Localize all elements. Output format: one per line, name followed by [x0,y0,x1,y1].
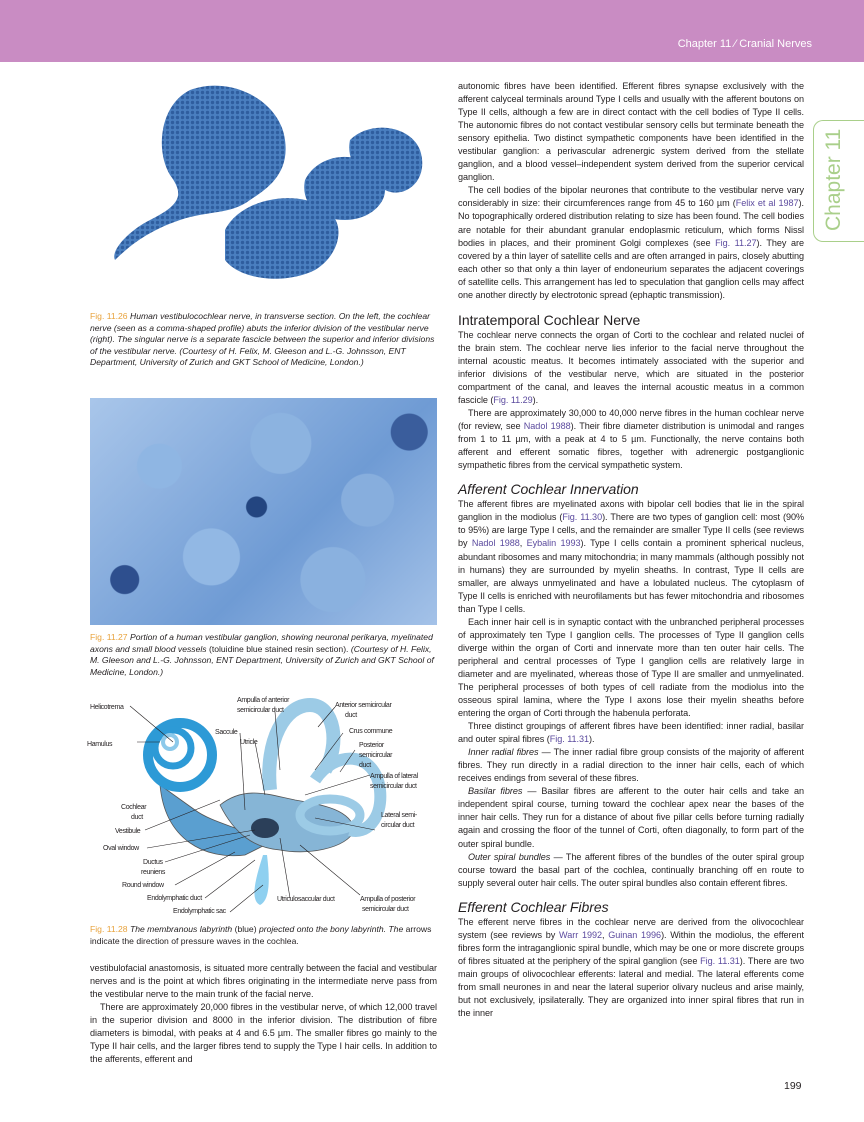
label-posterior-2: semicircular [359,752,393,759]
label-ampulla-lateral: Ampulla of lateral [370,773,418,780]
reference-link[interactable]: Fig. 11.27 [715,237,757,248]
text-run: vestibulofacial anastomosis, is situated more centrally between the facial and vestibular nerves and is the point at which fibres originating in the intermediate nerve pass from the vestibular nerve to the main trunk of the facial nerve. [90,963,437,1000]
figure-label: Fig. 11.28 [90,924,128,934]
right-column-text [458,80,804,1020]
paragraph [458,720,804,746]
text-run: ). They are covered by a thin layer of satellite cells and are often arranged in pairs, closely abutting each other so that only a thin layer of endoneurium separates the adjacent coverings of satellite cells. This arrangement has led to speculation that ganglion cells may affect one another directly by electrotonic spread (ephaptic transmission). [458,237,804,300]
running-header [0,0,864,62]
label-hamulus: Hamulus [87,741,113,748]
text-run: Each inner hair cell is in synaptic contact with the unbranched peripheral processes of approximately ten Type I ganglion cells. The processes of Type II ganglion cells diverge within the organ of Corti and innervate more than ten outer hair cells. The peripheral and central processes of Type I ganglion cells are relatively large in diameter and are myelinated, whereas those of Type II are smaller and unmyelinated. The peripheral processes of both types of cell radiate from the modiolus into the osseous spiral lamina, where the Type I axons lose their myelin sheaths before entering the organ of Corti through the habenula perforata. [458,616,804,719]
label-ampulla-anterior: Ampulla of anterior [237,697,290,704]
figure-label: Fig. 11.26 [90,311,128,321]
paragraph [458,184,804,301]
paragraph [458,407,804,472]
text-run: The afferent fibres are myelinated axons with bipolar cell bodies that lie in the spiral ganglion in the modiolus ( [458,499,804,523]
label-oval-window: Oval window [103,845,139,852]
label-ampulla-anterior-2: semicircular duct [237,707,284,714]
text-run: ). There are two types of ganglion cell: most (90% to 95%) are large Type I cells, and the remainder are smaller Type II cells (see reviews by [458,512,804,549]
section-heading-intratemporal: Intratemporal Cochlear Nerve [458,311,641,328]
figure-11-28-caption [90,924,437,947]
label-crus-commune: Crus commune [349,728,393,735]
paragraph [458,329,804,407]
text-run: (Courtesy of H. Felix, M. Gleeson and L.-G. Johnsson, ENT Department, University of Zurich and GKT School of Medicine, London.) [90,643,434,677]
label-anterior-duct-2: duct [345,712,357,719]
text-run: ). [589,734,595,745]
text-run: There are approximately 30,000 to 40,000 nerve fibres in the human cochlear nerve (for review, see [458,408,804,432]
label-posterior: Posterior [359,742,384,749]
paragraph [90,962,437,1001]
chapter-tab-label: Chapter 11 [822,128,845,231]
label-cochlear-duct-2: duct [131,814,143,821]
reference-link[interactable]: Eybalin 1993 [526,538,581,549]
label-posterior-3: duct [359,762,371,769]
label-ductus-2: reuniens [141,869,166,876]
text-run: Portion of a human vestibular ganglion, showing neuronal perikarya, myelinated axons and small blood vessels [90,632,433,654]
reference-link[interactable]: Warr 1992 [559,929,602,940]
text-run: ). There are two main groups of olivocochlear efferents: lateral and medial. The lateral efferents come from small neurones in and near the lateral superior olivary nucleus and arise mainly, but not exclusively, ipsilaterally. They are organized into inner spiral fibres that run in the inner [458,955,804,1019]
figure-11-27-caption [90,632,437,678]
text-run: Human vestibulocochlear nerve, in transverse section. On the left, the cochlear nerve (seen as a comma-shaped profile) abuts the inferior division of the vestibular nerve (right). The singular nerve is a separate fascicle between the superior and inferior divisions of the vestibular nerve. [90,311,435,356]
reference-link[interactable]: Fig. 11.31 [549,734,590,745]
reference-link[interactable]: Guinan 1996 [608,929,662,940]
text-run: (Courtesy of H. Felix, M. Gleeson and L.-G. Johnsson, ENT Department, University of Zurich and GKT School of Medicine, London.) [90,345,406,368]
label-cochlear-duct: Cochlear [121,804,147,811]
reference-link[interactable]: Fig. 11.29 [493,395,533,406]
label-saccule: Saccule [215,729,238,736]
paragraph [458,616,804,720]
text-run: projected onto the bony labyrinth. The [256,924,406,934]
figure-11-28-diagram [85,690,445,920]
text-run: There are approximately 20,000 fibres in the vestibular nerve, of which 12,000 travel in the superior division and 8000 in the inferior division. The distribution of fibre diameters is bimodal, with peaks at 4 and 6.5 µm. The smaller fibres go mainly to the Type II hair cells, and the larger fibres tend to supply the Type I hair cells. In addition to the afferents, efferent and [90,1002,437,1065]
text-run: The efferent nerve fibres in the cochlear nerve are derived from the olivocochlear system (see reviews by [458,916,804,940]
chapter-thumb-tab [813,120,864,242]
label-utriculosaccular-duct: Utriculosaccular duct [277,896,335,903]
paragraph [90,1001,437,1066]
text-run: — Basilar fibres are afferent to the outer hair cells and take an independent spiral course, turning toward the cochlear apex near the bases of the inner hair cells. They run for a distance of about five pillar cells before turning radially again and crossing the floor of the tunnel of Corti, often diagonally, to form part of the outer spiral bundle. [458,786,804,849]
text-run: ). [532,395,539,406]
paragraph [458,746,804,785]
text-run: ). Type I cells contain a prominent spherical nucleus, abundant ribosomes and many mitochondria; in many mammals (although possibly not in humans) they are surrounded by myelin sheaths. In contrast, Type II cells are smaller, are always unmyelinated and have a lobulated nucleus. The cytoplasm of Type II cells is enriched with neurofilaments but has fewer mitochondria and ribosomes than Type I cells. [458,538,805,614]
figure-11-26-image [90,80,437,305]
text-run: Three distinct groupings of afferent fibres have been identified: inner radial, basilar and outer spiral fibres ( [458,721,804,745]
text-run: The cell bodies of the bipolar neurones that contribute to the vestibular nerve vary considerably in size: their circumferences range from 45 to 160 µm ( [458,185,804,209]
run-in-heading: Basilar fibres [468,786,523,797]
label-ampulla-posterior-2: semicircular duct [362,906,409,913]
caption-text [90,924,431,946]
label-ampulla-lateral-2: semicircular duct [370,783,417,790]
paragraph [458,785,804,850]
reference-link[interactable]: Nadol 1988 [523,421,571,432]
section-heading-afferent: Afferent Cochlear Innervation [458,481,639,498]
label-endolymphatic-duct: Endolymphatic duct [147,895,202,902]
reference-link[interactable]: Fig. 11.31 [700,955,740,966]
figure-label: Fig. 11.27 [90,632,128,642]
paragraph [458,498,804,615]
label-ductus: Ductus [143,859,163,866]
caption-text [90,632,434,677]
label-ampulla-posterior: Ampulla of posterior [360,896,416,903]
text-run: (toluidine blue stained resin section). [208,643,349,654]
label-endolymphatic-sac: Endolymphatic sac [173,908,226,915]
text-run: The membranous labyrinth [129,924,235,934]
run-in-heading: Inner radial fibres [468,747,539,758]
paragraph [458,80,804,184]
label-helicotrema: Helicotrema [90,704,124,711]
text-run: autonomic fibres have been identified. Efferent fibres synapse exclusively with the afferent calyceal terminals around Type I cells and usually with the afferent boutons on Type II cells, although a few are in direct contact with the cell bodies of Type II cells. The autonomic fibres do not contact vestibular sensory cells but terminate beneath the sensory epithelia. Two distinct sympathetic components have been identified in the vestibular ganglion: a perivascular adrenergic system derived from the stellate ganglion, and a blood vessel–independent system derived from the superior cervical ganglion. [458,81,804,183]
label-utricle: Utricle [240,739,258,746]
text-run: (blue) [234,924,257,934]
label-vestibule: Vestibule [115,828,141,835]
label-round-window: Round window [122,882,164,889]
page-number: 199 [784,1080,802,1092]
reference-link[interactable]: Fig. 11.30 [562,512,603,523]
caption-text [90,311,434,367]
reference-link[interactable]: Felix et al 1987 [735,198,799,209]
text-run: arrows indicate the direction of pressure waves in the cochlea. [90,924,432,946]
paragraph [458,916,804,1020]
paragraph [458,851,804,890]
text-run: ). Within the modiolus, the efferent fibres form the intraganglionic spiral bundle, which may be one or more discrete groups of fibres situated at the periphery of the spiral ganglion (see [458,929,805,966]
text-run: — The afferent fibres of the bundles of the outer spiral group course toward the basal part of the cochlea, continually branching off en route to supply several outer hair cells. The outer spiral bundles also contain efferent fibres. [458,851,804,888]
figure-11-26-caption [90,311,437,369]
running-header-title: Chapter 11 ⁄ Cranial Nerves [677,38,812,50]
reference-link[interactable]: Nadol 1988 [471,538,520,549]
text-run: — The inner radial fibre group consists of the majority of afferent fibres. They run directly in a radial direction to the inner hair cells, each of which receives endings from several of these fibres. [458,747,804,784]
run-in-heading: Outer spiral bundles [468,851,551,862]
left-column-text [90,962,437,1066]
text-run: , [519,538,527,549]
text-run: ). No topographically ordered distribution relating to size has been found. The cell bodies are notable for their abundant granular endoplasmic reticulum, which forms Nissl bodies in places, and their prominent Golgi complexes (see [458,198,805,248]
text-run: The cochlear nerve connects the organ of Corti to the cochlear and related nuclei of the brain stem. The cochlear nerve lies inferior to the facial nerve throughout the internal acoustic meatus. It becomes intimately associated with the superior and inferior divisions of the vestibular nerve, which are situated in the posterior compartment of the canal, and leaves the internal acoustic meatus in a common fascicle ( [458,329,804,406]
label-anterior-duct: Anterior semicircular [335,702,392,709]
figure-11-27-image [90,398,437,625]
labyrinth-illustration [148,705,380,905]
text-run: , [601,929,609,940]
text-run: ). Their fibre diameter distribution is unimodal and ranges from 1 to 11 µm, with a peak at 4 to 5 µm. Functionally, the nerve contains both afferent and efferent somatic fibres, together with adrenergic postganglionic sympathetic fibres from the cervical sympathetic system. [458,421,804,471]
section-heading-efferent: Efferent Cochlear Fibres [458,898,609,915]
label-lateral-duct-2: circular duct [381,822,415,829]
label-lateral-duct: Lateral semi- [381,812,417,819]
